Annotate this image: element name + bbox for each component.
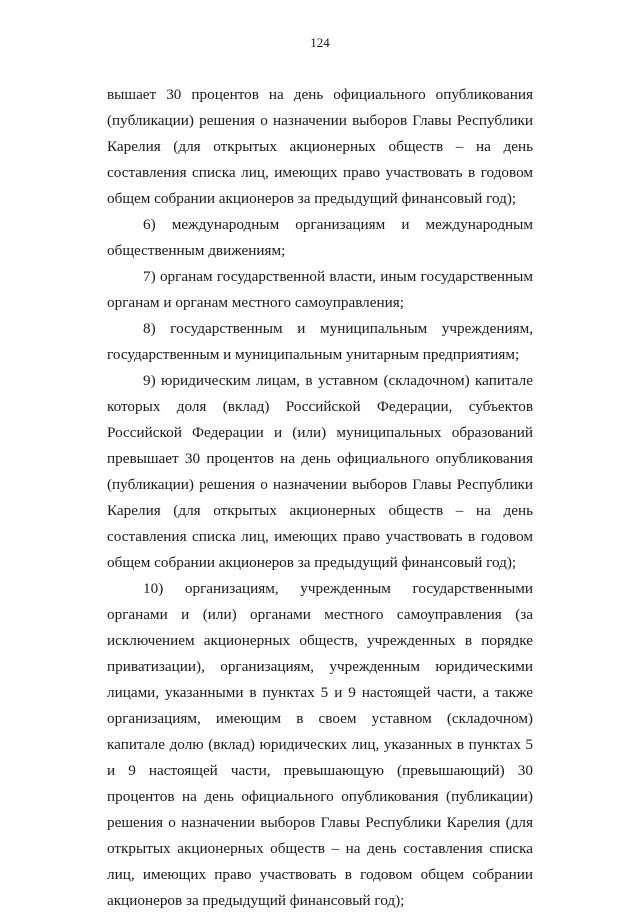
page-number: 124 [310, 35, 330, 50]
paragraph-item-8: 8) государственным и муниципальным учреждениям, государственным и муниципальным унитарным предприятиям; [107, 320, 533, 363]
paragraph-item-9: 9) юридическим лицам, в уставном (складочном) капитале которых доля (вклад) Российской Федерации, субъектов Российской Федерации и (или) муниципальных образований превышает 30 процентов на день официального опубликования (публикации) решения о назначении выборов Главы Республики Карелия (для открытых акционерных обществ – на день составления списка лиц, имеющих право участвовать в годовом общем собрании акционеров за предыдущий финансовый год); [107, 372, 533, 571]
document-body [107, 82, 533, 914]
paragraph-item-6: 6) международным организациям и международным общественным движениям; [107, 216, 533, 259]
paragraph-item-7: 7) органам государственной власти, иным государственным органам и органам местного самоуправления; [107, 268, 533, 311]
paragraph-item-10: 10) организациям, учрежденным государственными органами и (или) органами местного самоуправления (за исключением акционерных обществ, учрежденных в порядке приватизации), организациям, учрежденным юридическими лицами, указанными в пунктах 5 и 9 настоящей части, а также организациям, имеющим в своем уставном (складочном) капитале долю (вклад) юридических лиц, указанных в пунктах 5 и 9 настоящей части, превышающую (превышающий) 30 процентов на день официального опубликования (публикации) решения о назначении выборов Главы Республики Карелия (для открытых акционерных обществ – на день составления списка лиц, имеющих право участвовать в годовом общем собрании акционеров за предыдущий финансовый год); [107, 580, 533, 909]
paragraph-continuation: вышает 30 процентов на день официального опубликования (публикации) решения о назначении выборов Главы Республики Карелия (для открытых акционерных обществ – на день составления списка лиц, имеющих право участвовать в годовом общем собрании акционеров за предыдущий финансовый год); [107, 86, 533, 207]
